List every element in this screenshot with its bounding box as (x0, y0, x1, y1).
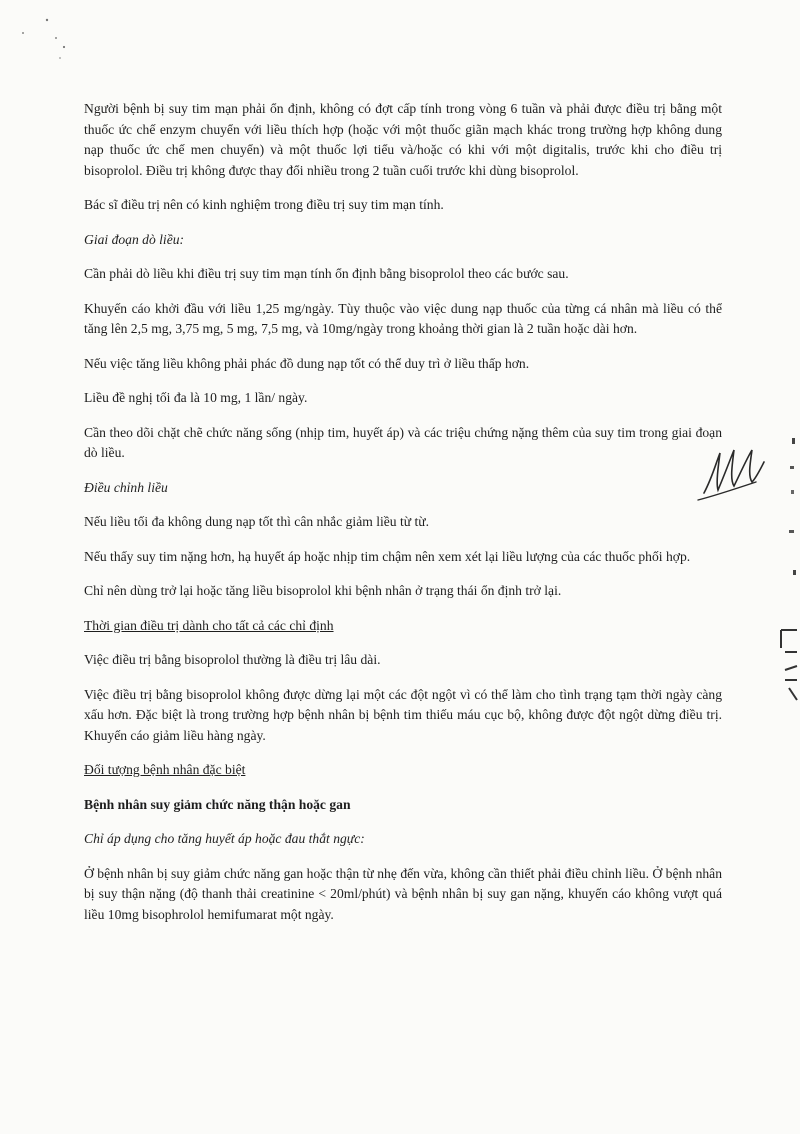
paragraph-12: Việc điều trị bằng bisoprolol không được dừng lại một các đột ngột vì có thể làm cho tình trạng tạm thời ngày càng xấu hơn. Đặc biệt là trong trường hợp bệnh nhân bị bệnh tim thiếu máu cục bộ, không được đột ngột dừng điều trị. Khuyến cáo giảm liều hàng ngày. (84, 686, 722, 743)
paragraph-3: Cần phải dò liều khi điều trị suy tim mạn tính ổn định bằng bisoprolol theo các bước sau. (84, 266, 569, 281)
paragraph-4: Khuyến cáo khởi đầu với liều 1,25 mg/ngày. Tùy thuộc vào việc dung nạp thuốc của từng cá nhân mà liều có thể tăng lên 2,5 mg, 3,75 mg, 5 mg, 7,5 mg, và 10mg/ngày trong khoảng thời gian là 2 tuần hoặc dài hơn. (84, 300, 722, 336)
paragraph-11: Việc điều trị bằng bisoprolol thường là điều trị lâu dài. (84, 652, 381, 667)
paragraph-8: Nếu liều tối đa không dung nạp tốt thì cân nhắc giảm liều từ từ. (84, 514, 430, 529)
scan-specks (0, 0, 80, 80)
paragraph-1: Người bệnh bị suy tim mạn phải ổn định, không có đợt cấp tính trong vòng 6 tuần và phải được điều trị bằng một thuốc ức chế enzym chuyển với liều thích hợp (hoặc với một thuốc giãn mạch khác trong trường hợp không dung nạp thuốc ức chế men chuyển) và một thuốc lợi tiểu và/hoặc có khi với một digitalis, trước khi cho điều trị bisoprolol. Điều trị không được thay đổi nhiều trong 2 tuần cuối trước khi dùng bisoprolol. (84, 101, 722, 178)
heading-hypertension-angina: Chỉ áp dụng cho tăng huyết áp hoặc đau thắt ngực: (84, 831, 365, 846)
handwritten-signature (694, 438, 774, 508)
heading-renal-hepatic: Bệnh nhân suy giảm chức năng thận hoặc gan (84, 796, 351, 812)
heading-special-populations: Đối tượng bệnh nhân đặc biệt (84, 762, 246, 777)
paragraph-7: Cần theo dõi chặt chẽ chức năng sống (nhịp tim, huyết áp) và các triệu chứng nặng thêm của suy tim trong giai đoạn dò liều. (84, 424, 722, 460)
heading-titration: Giai đoạn dò liều: (84, 231, 185, 247)
paragraph-9: Nếu thấy suy tim nặng hơn, hạ huyết áp hoặc nhịp tim chậm nên xem xét lại liều lượng của các thuốc phối hợp. (84, 548, 691, 564)
paragraph-6: Liều đề nghị tối đa là 10 mg, 1 lần/ ngày. (84, 390, 308, 405)
paragraph-2: Bác sĩ điều trị nên có kinh nghiệm trong điều trị suy tim mạn tính. (84, 197, 444, 212)
paragraph-13: Ở bệnh nhân bị suy giảm chức năng gan hoặc thận từ nhẹ đến vừa, không cần thiết phải điều chỉnh liều. Ở bệnh nhân bị suy thận nặng (độ thanh thải creatinine < 20ml/phút) và bệnh nhân bị suy gan nặng, khuyến cáo không vượt quá liều 10mg bisophrolol hemifumarat một ngày. (84, 865, 722, 922)
paragraph-10: Chỉ nên dùng trở lại hoặc tăng liều bisoprolol khi bệnh nhân ở trạng thái ổn định trở lại. (84, 583, 562, 598)
page-edge-marks (775, 430, 800, 730)
heading-treatment-duration: Thời gian điều trị dành cho tất cả các chỉ định (84, 617, 334, 633)
document-body (84, 99, 722, 939)
heading-dose-adjustment: Điều chỉnh liều (84, 479, 168, 495)
paragraph-5: Nếu việc tăng liều không phải phác đồ dung nạp tốt có thể duy trì ở liều thấp hơn. (84, 355, 530, 371)
